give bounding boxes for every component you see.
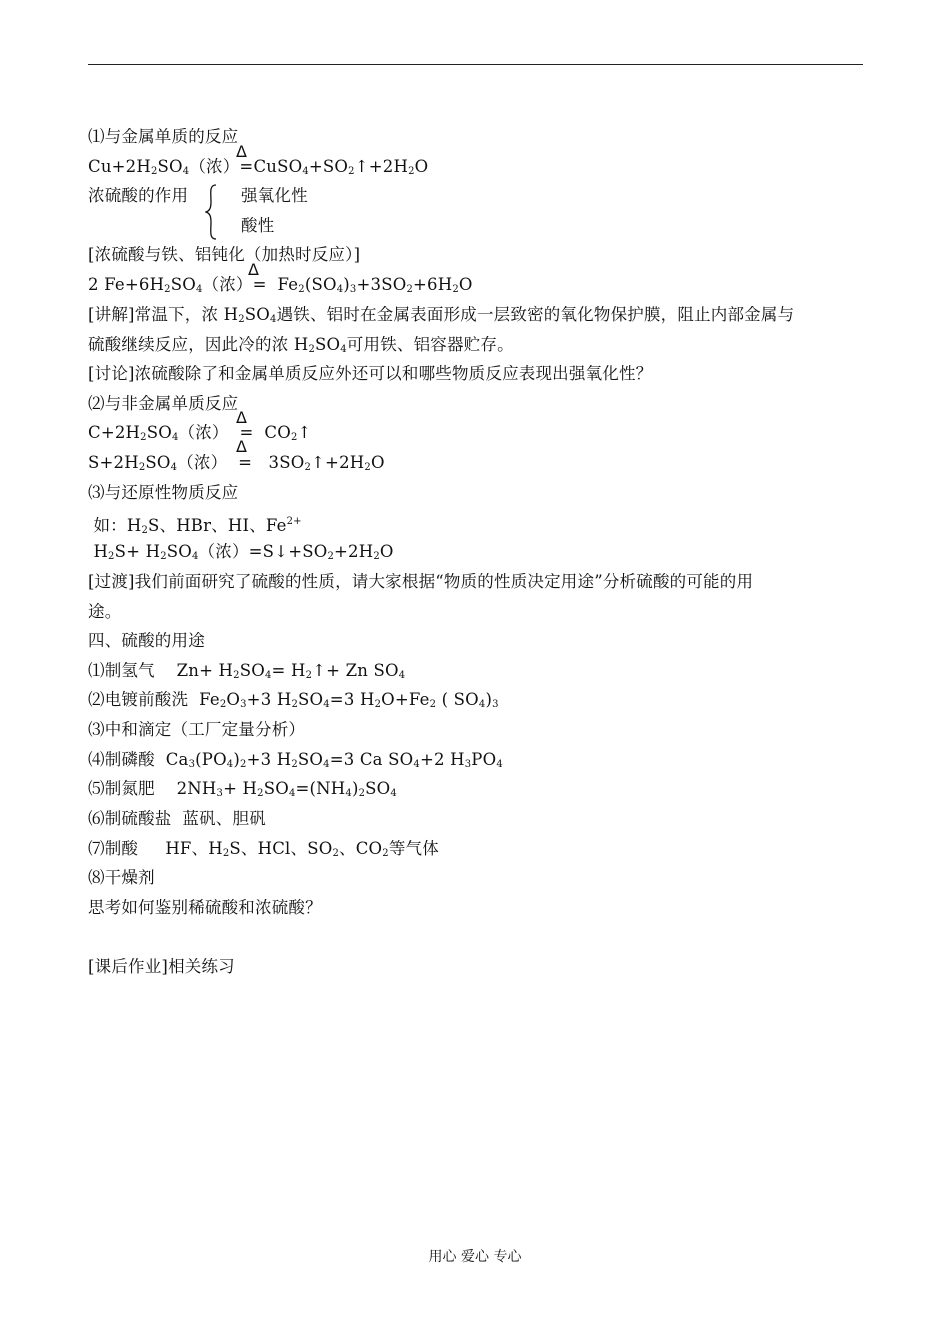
section-heading-metals: ⑴与金属单质的反应 (88, 127, 239, 146)
use-item-hydrogen: ⑴制氢气 $Zn+ H_2SO_4=$ $H_2↑+ Zn$ $SO_4$ (88, 661, 406, 681)
use-item-desiccant: ⑻干燥剂 (88, 868, 155, 887)
homework-text: [课后作业]相关练习 (88, 957, 235, 976)
question-text: 思考如何鉴别稀硫酸和浓硫酸？ (88, 898, 322, 917)
equation-carbon: $C+2H_2SO_4$（浓） = $CO_2↑$ (88, 423, 312, 443)
equation-iron: 2 $Fe+6H_2SO_4$（浓）= $Fe_2(SO_4)_3+3SO_2+6H_2O$ (88, 275, 473, 295)
equation-h2s: $H_2S+ H_2SO_4$（浓）$=S↓+SO_2+2H_2O$ (88, 542, 394, 562)
use-item-titration: ⑶中和滴定（工厂定量分析） (88, 720, 306, 739)
use-item-phosphoric: ⑷制磷酸 $Ca_3(PO_4)_2+3$ $H_2SO_4=3$ Ca $SO_4+2$ $H_3PO_4$ (88, 750, 503, 770)
use-item-fertilizer: ⑸制氮肥 $2NH_3+ H_2SO_4=(NH_4)_2SO_4$ (88, 779, 397, 799)
heat-delta-symbol: Δ (236, 408, 247, 427)
heat-delta-symbol: Δ (236, 142, 247, 161)
use-item-acids: ⑺制酸 HF、$H_2S$、HCl、$SO_2$、$CO_2$等气体 (88, 839, 439, 859)
lecture-line-1: [讲解]常温下，浓 $H_2SO_4$遇铁、铝时在金属表面形成一层致密的氧化物保护膜，阻止内部金属与 (88, 305, 795, 325)
lecture-line-2: 硫酸继续反应，因此冷的浓 $H_2SO_4$可用铁、铝容器贮存。 (88, 335, 514, 355)
heat-delta-symbol: Δ (236, 437, 247, 456)
reducing-examples: 如：$H_2S$、HBr、HI、$Fe^{2+}$ (88, 516, 302, 536)
header-rule (88, 64, 863, 65)
transition-line-1: [过渡]我们前面研究了硫酸的性质，请大家根据“物质的性质决定用途”分析硫酸的可能的用 (88, 572, 754, 591)
equation-sulfur: $S+2H_2SO_4$（浓） = $3SO_2↑+2H_2O$ (88, 453, 385, 473)
discussion-text: [讨论]浓硫酸除了和金属单质反应外还可以和哪些物质反应表现出强氧化性？ (88, 364, 653, 383)
transition-line-2: 途。 (88, 602, 122, 621)
section-heading-reducing: ⑶与还原性物质反应 (88, 483, 239, 502)
passivation-note: [浓硫酸与铁、铝钝化（加热时反应）] (88, 245, 361, 264)
equation-copper: $Cu+2H_2SO_4$（浓）$=CuSO_4+SO_2↑+2H_2O$ (88, 157, 429, 177)
curly-brace-icon (205, 184, 217, 240)
section-heading-uses: 四、硫酸的用途 (88, 631, 205, 650)
role-item-oxidizing: 强氧化性 (241, 186, 308, 205)
role-label: 浓硫酸的作用 (88, 186, 189, 205)
role-item-acidic: 酸性 (241, 216, 275, 235)
use-item-sulfates: ⑹制硫酸盐 蓝矾、胆矾 (88, 809, 266, 828)
section-heading-nonmetals: ⑵与非金属单质反应 (88, 394, 239, 413)
page-footer: 用心 爱心 专心 (428, 1249, 522, 1265)
use-item-pickling: ⑵电镀前酸洗 $Fe_2O_3+3$ $H_2SO_4=3$ $H_2O+Fe_2$ ( $SO_4)_3$ (88, 690, 499, 710)
heat-delta-symbol: Δ (248, 260, 259, 279)
